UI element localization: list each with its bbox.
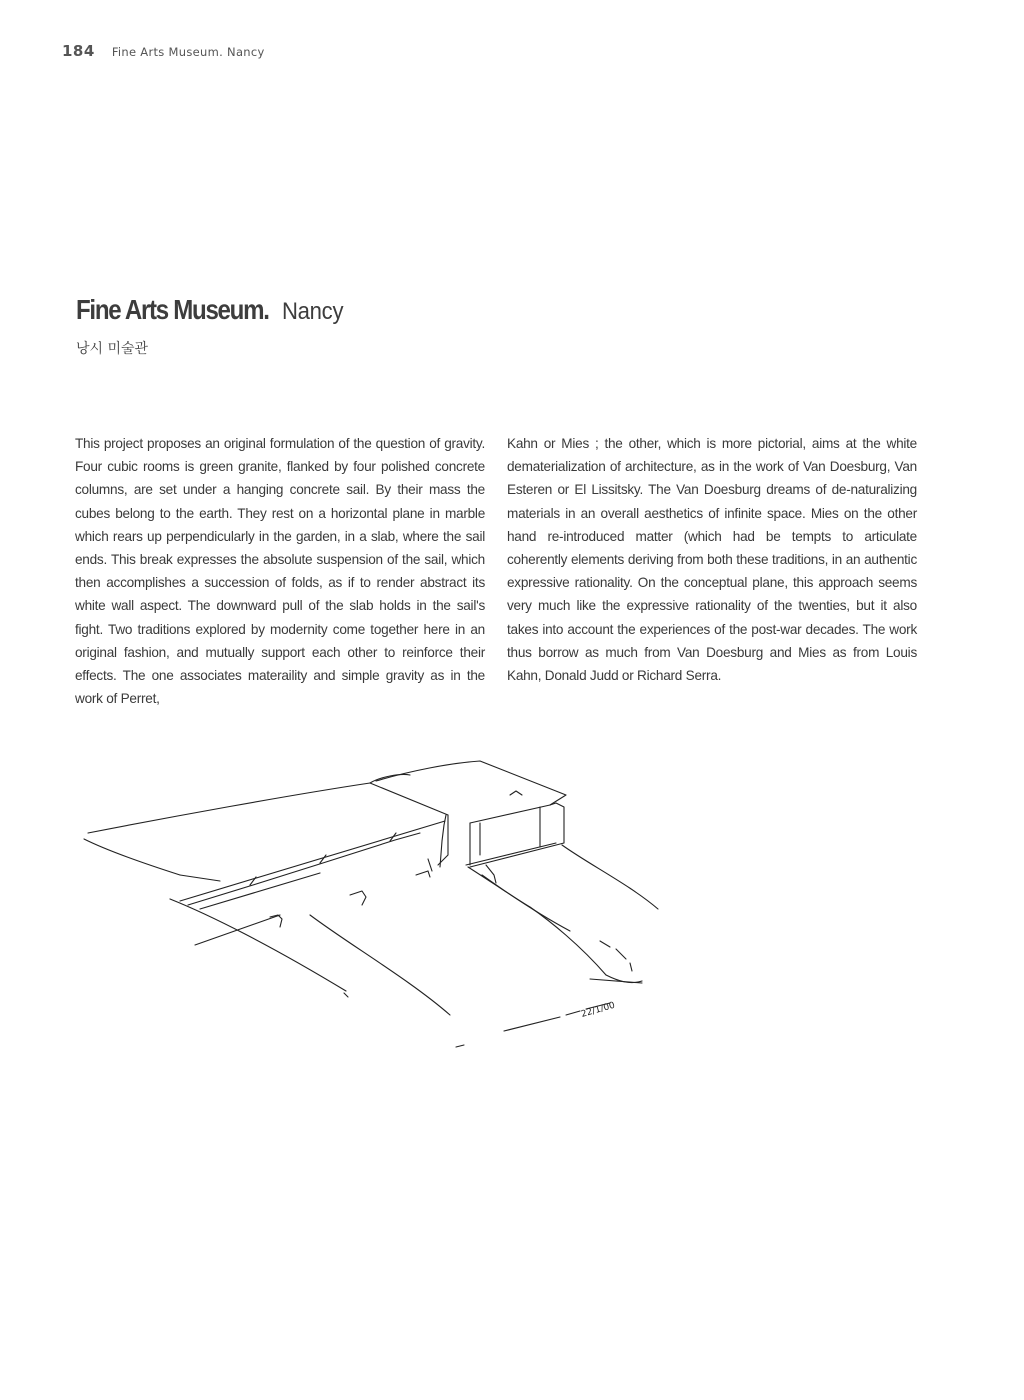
title-bold: Fine Arts Museum. (76, 294, 269, 325)
running-header (62, 42, 265, 62)
running-title: Fine Arts Museum. Nancy (111, 45, 265, 59)
title-block (76, 290, 348, 358)
korean-subtitle: 낭시 미술관 (76, 341, 149, 357)
sketch-date-annotation: 22/1/00 (580, 1000, 617, 1020)
body-column-left: This project proposes an original formulation of the question of gravity. Four cubic rooms is green granite, flanked by four polished concrete columns, are set under a hanging concrete sail. By their mass the cubes belong to the earth. They rest on a horizontal plane in marble which rears up perpendicularly in the garden, in a slab, where the sail ends. This break expresses the absolute suspension of the sail, which then accomplishes a succession of folds, as if to render abstract its white wall aspect. The downward pull of the slab holds in the sail's fight. Two traditions explored by modernity come together here in an original fashion, and mutually support each other to reinforce their effects. The one associates materaility and simple gravity as in the work of Perret, (75, 436, 485, 707)
architectural-sketch (70, 755, 690, 1065)
page-number: 184 (62, 42, 95, 60)
body-column-right: Kahn or Mies ; the other, which is more pictorial, aims at the white dematerialization of architecture, as in the work of Van Doesburg, Van Esteren or El Lissitsky. The Van Doesburg dreams of de-naturalizing materials in an overall aesthetics of infinite space. Mies on the other hand re-introduced matter (which had be tempts to articulate coherently elements deriving from both these traditions, in an authentic expressive rationality. On the conceptual plane, this approach seems very much like the expressive rationality of the twenties, but it also takes into account the experiences of the post-war decades. The work thus borrow as much from Van Doesburg and Mies as from Louis Kahn, Donald Judd or Richard Serra. (507, 436, 917, 684)
sketch-walkway (468, 845, 658, 983)
sketch-ground-lines (84, 839, 450, 1015)
title-light: Nancy (281, 298, 343, 325)
sketch-baseline (344, 993, 610, 1047)
sketch-sail-roof (88, 774, 448, 909)
page-title (76, 290, 348, 332)
